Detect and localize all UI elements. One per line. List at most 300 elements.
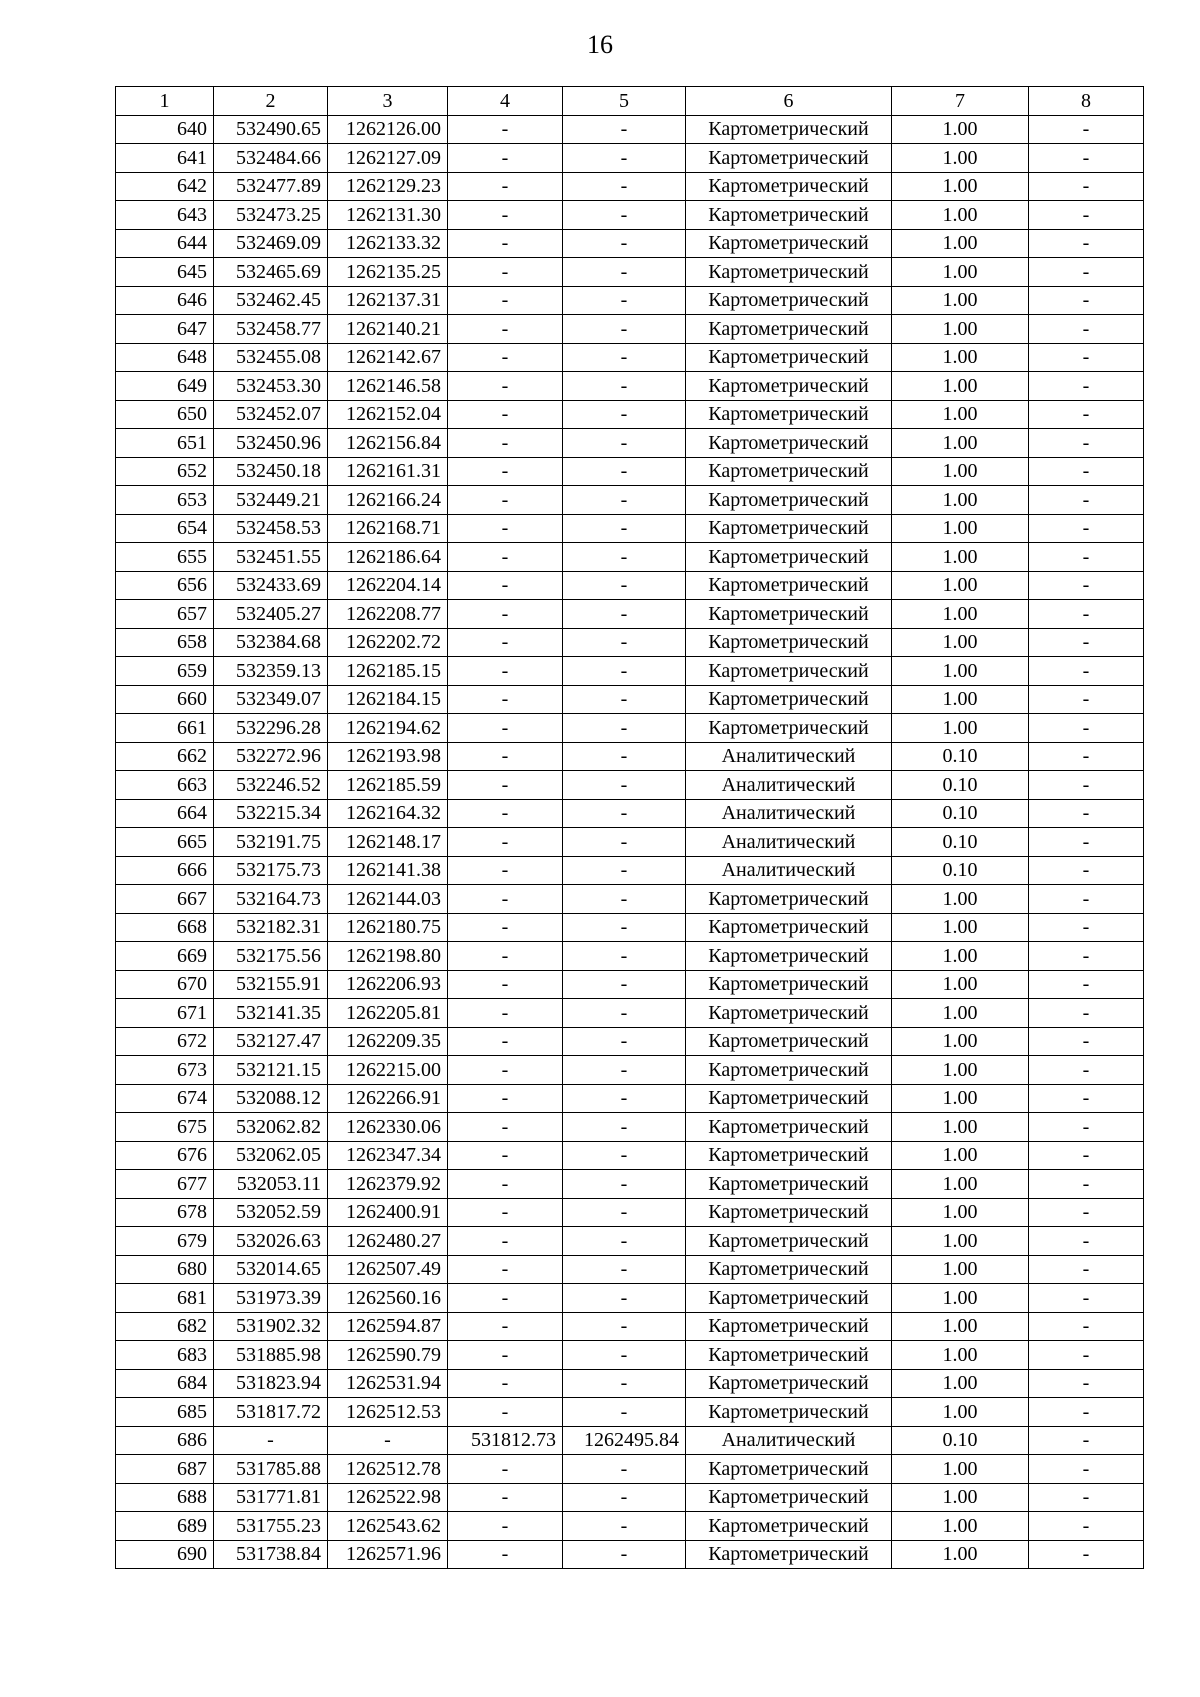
table-row <box>116 1227 1144 1256</box>
note-cell: - <box>1029 714 1144 743</box>
table-row <box>116 685 1144 714</box>
y-coordinate-cell: 1262480.27 <box>328 1227 448 1256</box>
method-cell: Картометрический <box>686 1113 892 1142</box>
note-cell: - <box>1029 1027 1144 1056</box>
x-coordinate-alt-cell: - <box>448 742 563 771</box>
y-coordinate-alt-cell: - <box>563 628 686 657</box>
point-number-cell: 673 <box>116 1056 214 1085</box>
y-coordinate-alt-cell: - <box>563 771 686 800</box>
method-cell: Картометрический <box>686 1170 892 1199</box>
table-row <box>116 628 1144 657</box>
x-coordinate-alt-cell: - <box>448 343 563 372</box>
x-coordinate-alt-cell: - <box>448 514 563 543</box>
table-row <box>116 1084 1144 1113</box>
x-coordinate-cell: 532155.91 <box>214 970 328 999</box>
y-coordinate-cell: 1262156.84 <box>328 429 448 458</box>
method-cell: Картометрический <box>686 486 892 515</box>
point-number-cell: 664 <box>116 799 214 828</box>
accuracy-cell: 1.00 <box>892 429 1029 458</box>
method-cell: Аналитический <box>686 828 892 857</box>
point-number-cell: 678 <box>116 1198 214 1227</box>
table-row <box>116 1512 1144 1541</box>
accuracy-cell: 1.00 <box>892 1113 1029 1142</box>
y-coordinate-cell: 1262209.35 <box>328 1027 448 1056</box>
point-number-cell: 645 <box>116 258 214 287</box>
table-row <box>116 771 1144 800</box>
point-number-cell: 674 <box>116 1084 214 1113</box>
note-cell: - <box>1029 457 1144 486</box>
y-coordinate-cell: 1262202.72 <box>328 628 448 657</box>
x-coordinate-alt-cell: - <box>448 628 563 657</box>
x-coordinate-alt-cell: - <box>448 400 563 429</box>
point-number-cell: 670 <box>116 970 214 999</box>
x-coordinate-cell: 532490.65 <box>214 115 328 144</box>
note-cell: - <box>1029 1540 1144 1569</box>
point-number-cell: 662 <box>116 742 214 771</box>
point-number-cell: 663 <box>116 771 214 800</box>
y-coordinate-alt-cell: - <box>563 1227 686 1256</box>
table-row <box>116 799 1144 828</box>
point-number-cell: 675 <box>116 1113 214 1142</box>
table-row <box>116 828 1144 857</box>
x-coordinate-cell: 532215.34 <box>214 799 328 828</box>
accuracy-cell: 1.00 <box>892 1512 1029 1541</box>
method-cell: Картометрический <box>686 1227 892 1256</box>
x-coordinate-alt-cell: - <box>448 685 563 714</box>
y-coordinate-cell: 1262164.32 <box>328 799 448 828</box>
table-row <box>116 1540 1144 1569</box>
table-row <box>116 942 1144 971</box>
table-row <box>116 1113 1144 1142</box>
accuracy-cell: 1.00 <box>892 1341 1029 1370</box>
x-coordinate-cell: 532477.89 <box>214 172 328 201</box>
note-cell: - <box>1029 1198 1144 1227</box>
note-cell: - <box>1029 1227 1144 1256</box>
table-row <box>116 258 1144 287</box>
method-cell: Картометрический <box>686 1483 892 1512</box>
x-coordinate-cell: 532359.13 <box>214 657 328 686</box>
x-coordinate-alt-cell: - <box>448 1540 563 1569</box>
table-row <box>116 999 1144 1028</box>
method-cell: Картометрический <box>686 400 892 429</box>
y-coordinate-cell: 1262127.09 <box>328 144 448 173</box>
y-coordinate-alt-cell: - <box>563 429 686 458</box>
x-coordinate-alt-cell: - <box>448 1341 563 1370</box>
note-cell: - <box>1029 828 1144 857</box>
accuracy-cell: 1.00 <box>892 258 1029 287</box>
accuracy-cell: 1.00 <box>892 942 1029 971</box>
x-coordinate-alt-cell: - <box>448 1113 563 1142</box>
accuracy-cell: 1.00 <box>892 486 1029 515</box>
y-coordinate-cell: 1262141.38 <box>328 856 448 885</box>
accuracy-cell: 1.00 <box>892 1312 1029 1341</box>
y-coordinate-alt-cell: - <box>563 1170 686 1199</box>
y-coordinate-alt-cell: - <box>563 457 686 486</box>
y-coordinate-cell: 1262379.92 <box>328 1170 448 1199</box>
note-cell: - <box>1029 771 1144 800</box>
x-coordinate-alt-cell: - <box>448 172 563 201</box>
column-header: 3 <box>328 87 448 116</box>
point-number-cell: 661 <box>116 714 214 743</box>
note-cell: - <box>1029 315 1144 344</box>
y-coordinate-cell: 1262193.98 <box>328 742 448 771</box>
note-cell: - <box>1029 1255 1144 1284</box>
header-row <box>116 87 1144 116</box>
note-cell: - <box>1029 742 1144 771</box>
note-cell: - <box>1029 1512 1144 1541</box>
point-number-cell: 687 <box>116 1455 214 1484</box>
y-coordinate-cell: 1262148.17 <box>328 828 448 857</box>
x-coordinate-cell: 531785.88 <box>214 1455 328 1484</box>
y-coordinate-cell: 1262186.64 <box>328 543 448 572</box>
x-coordinate-alt-cell: - <box>448 942 563 971</box>
y-coordinate-cell: 1262208.77 <box>328 600 448 629</box>
note-cell: - <box>1029 571 1144 600</box>
point-number-cell: 643 <box>116 201 214 230</box>
y-coordinate-alt-cell: - <box>563 1056 686 1085</box>
y-coordinate-cell: 1262137.31 <box>328 286 448 315</box>
accuracy-cell: 1.00 <box>892 144 1029 173</box>
column-header: 5 <box>563 87 686 116</box>
note-cell: - <box>1029 1141 1144 1170</box>
accuracy-cell: 1.00 <box>892 1170 1029 1199</box>
x-coordinate-alt-cell: - <box>448 714 563 743</box>
table-row <box>116 144 1144 173</box>
x-coordinate-alt-cell: - <box>448 1056 563 1085</box>
accuracy-cell: 0.10 <box>892 1426 1029 1455</box>
y-coordinate-cell: 1262206.93 <box>328 970 448 999</box>
column-header: 6 <box>686 87 892 116</box>
point-number-cell: 657 <box>116 600 214 629</box>
table-row <box>116 1455 1144 1484</box>
y-coordinate-alt-cell: - <box>563 1141 686 1170</box>
accuracy-cell: 1.00 <box>892 1483 1029 1512</box>
x-coordinate-cell: 532405.27 <box>214 600 328 629</box>
method-cell: Аналитический <box>686 742 892 771</box>
accuracy-cell: 1.00 <box>892 1227 1029 1256</box>
method-cell: Аналитический <box>686 771 892 800</box>
x-coordinate-alt-cell: - <box>448 571 563 600</box>
table-row <box>116 742 1144 771</box>
note-cell: - <box>1029 1084 1144 1113</box>
accuracy-cell: 0.10 <box>892 799 1029 828</box>
note-cell: - <box>1029 970 1144 999</box>
y-coordinate-cell: 1262126.00 <box>328 115 448 144</box>
note-cell: - <box>1029 201 1144 230</box>
y-coordinate-alt-cell: - <box>563 1341 686 1370</box>
y-coordinate-alt-cell: - <box>563 1284 686 1313</box>
y-coordinate-alt-cell: - <box>563 799 686 828</box>
x-coordinate-alt-cell: - <box>448 828 563 857</box>
method-cell: Картометрический <box>686 571 892 600</box>
note-cell: - <box>1029 628 1144 657</box>
point-number-cell: 669 <box>116 942 214 971</box>
accuracy-cell: 1.00 <box>892 628 1029 657</box>
note-cell: - <box>1029 1483 1144 1512</box>
y-coordinate-alt-cell: - <box>563 913 686 942</box>
y-coordinate-alt-cell: - <box>563 286 686 315</box>
point-number-cell: 680 <box>116 1255 214 1284</box>
column-header: 4 <box>448 87 563 116</box>
x-coordinate-alt-cell: - <box>448 1255 563 1284</box>
table-row <box>116 885 1144 914</box>
x-coordinate-cell: 532453.30 <box>214 372 328 401</box>
point-number-cell: 686 <box>116 1426 214 1455</box>
accuracy-cell: 1.00 <box>892 1284 1029 1313</box>
accuracy-cell: 1.00 <box>892 372 1029 401</box>
point-number-cell: 650 <box>116 400 214 429</box>
method-cell: Картометрический <box>686 1341 892 1370</box>
x-coordinate-cell: 532062.05 <box>214 1141 328 1170</box>
method-cell: Картометрический <box>686 1369 892 1398</box>
x-coordinate-cell: 532296.28 <box>214 714 328 743</box>
y-coordinate-alt-cell: - <box>563 685 686 714</box>
note-cell: - <box>1029 1398 1144 1427</box>
accuracy-cell: 0.10 <box>892 742 1029 771</box>
x-coordinate-alt-cell: - <box>448 799 563 828</box>
y-coordinate-cell: 1262131.30 <box>328 201 448 230</box>
x-coordinate-cell: 532246.52 <box>214 771 328 800</box>
table-row <box>116 1483 1144 1512</box>
x-coordinate-cell: 532014.65 <box>214 1255 328 1284</box>
accuracy-cell: 1.00 <box>892 115 1029 144</box>
accuracy-cell: 0.10 <box>892 771 1029 800</box>
x-coordinate-alt-cell: - <box>448 429 563 458</box>
x-coordinate-cell: 532455.08 <box>214 343 328 372</box>
x-coordinate-alt-cell: - <box>448 457 563 486</box>
x-coordinate-cell: 532452.07 <box>214 400 328 429</box>
y-coordinate-cell: 1262507.49 <box>328 1255 448 1284</box>
y-coordinate-alt-cell: - <box>563 172 686 201</box>
x-coordinate-alt-cell: - <box>448 600 563 629</box>
accuracy-cell: 1.00 <box>892 172 1029 201</box>
y-coordinate-alt-cell: - <box>563 1084 686 1113</box>
method-cell: Картометрический <box>686 229 892 258</box>
note-cell: - <box>1029 343 1144 372</box>
note-cell: - <box>1029 115 1144 144</box>
table-row <box>116 600 1144 629</box>
x-coordinate-cell: 532384.68 <box>214 628 328 657</box>
accuracy-cell: 0.10 <box>892 856 1029 885</box>
y-coordinate-cell: 1262194.62 <box>328 714 448 743</box>
x-coordinate-alt-cell: - <box>448 1198 563 1227</box>
note-cell: - <box>1029 1056 1144 1085</box>
note-cell: - <box>1029 543 1144 572</box>
y-coordinate-cell: 1262152.04 <box>328 400 448 429</box>
table-row <box>116 913 1144 942</box>
table-row <box>116 571 1144 600</box>
method-cell: Картометрический <box>686 885 892 914</box>
note-cell: - <box>1029 999 1144 1028</box>
x-coordinate-cell: 532349.07 <box>214 685 328 714</box>
x-coordinate-alt-cell: - <box>448 258 563 287</box>
note-cell: - <box>1029 372 1144 401</box>
x-coordinate-cell: 532141.35 <box>214 999 328 1028</box>
method-cell: Картометрический <box>686 970 892 999</box>
point-number-cell: 677 <box>116 1170 214 1199</box>
point-number-cell: 646 <box>116 286 214 315</box>
point-number-cell: 653 <box>116 486 214 515</box>
page-number: 16 <box>587 30 613 59</box>
table-row <box>116 486 1144 515</box>
x-coordinate-cell: 532272.96 <box>214 742 328 771</box>
x-coordinate-alt-cell: - <box>448 1455 563 1484</box>
x-coordinate-cell: 532062.82 <box>214 1113 328 1142</box>
y-coordinate-cell: 1262571.96 <box>328 1540 448 1569</box>
accuracy-cell: 1.00 <box>892 229 1029 258</box>
accuracy-cell: 1.00 <box>892 543 1029 572</box>
table-row <box>116 201 1144 230</box>
point-number-cell: 679 <box>116 1227 214 1256</box>
point-number-cell: 671 <box>116 999 214 1028</box>
table-body <box>116 115 1144 1569</box>
method-cell: Картометрический <box>686 543 892 572</box>
table-row <box>116 429 1144 458</box>
accuracy-cell: 1.00 <box>892 1369 1029 1398</box>
accuracy-cell: 1.00 <box>892 457 1029 486</box>
note-cell: - <box>1029 913 1144 942</box>
note-cell: - <box>1029 657 1144 686</box>
accuracy-cell: 1.00 <box>892 315 1029 344</box>
y-coordinate-alt-cell: - <box>563 1512 686 1541</box>
y-coordinate-alt-cell: - <box>563 970 686 999</box>
point-number-cell: 655 <box>116 543 214 572</box>
method-cell: Картометрический <box>686 657 892 686</box>
x-coordinate-alt-cell: - <box>448 144 563 173</box>
table-row <box>116 1341 1144 1370</box>
x-coordinate-cell: 532433.69 <box>214 571 328 600</box>
method-cell: Картометрический <box>686 1284 892 1313</box>
y-coordinate-alt-cell: - <box>563 1455 686 1484</box>
method-cell: Картометрический <box>686 429 892 458</box>
y-coordinate-alt-cell: - <box>563 258 686 287</box>
note-cell: - <box>1029 514 1144 543</box>
note-cell: - <box>1029 1170 1144 1199</box>
y-coordinate-cell: 1262204.14 <box>328 571 448 600</box>
y-coordinate-cell: 1262590.79 <box>328 1341 448 1370</box>
table-row <box>116 657 1144 686</box>
method-cell: Картометрический <box>686 600 892 629</box>
accuracy-cell: 1.00 <box>892 1027 1029 1056</box>
method-cell: Аналитический <box>686 799 892 828</box>
x-coordinate-alt-cell: - <box>448 970 563 999</box>
x-coordinate-cell: 531817.72 <box>214 1398 328 1427</box>
note-cell: - <box>1029 286 1144 315</box>
y-coordinate-alt-cell: - <box>563 1312 686 1341</box>
method-cell: Картометрический <box>686 999 892 1028</box>
note-cell: - <box>1029 229 1144 258</box>
x-coordinate-alt-cell: - <box>448 1027 563 1056</box>
table-row <box>116 856 1144 885</box>
y-coordinate-alt-cell: - <box>563 828 686 857</box>
table-row <box>116 1056 1144 1085</box>
x-coordinate-alt-cell: 531812.73 <box>448 1426 563 1455</box>
point-number-cell: 648 <box>116 343 214 372</box>
accuracy-cell: 1.00 <box>892 1198 1029 1227</box>
note-cell: - <box>1029 1369 1144 1398</box>
table-row <box>116 1284 1144 1313</box>
point-number-cell: 649 <box>116 372 214 401</box>
y-coordinate-alt-cell: - <box>563 885 686 914</box>
x-coordinate-cell: 532462.45 <box>214 286 328 315</box>
y-coordinate-alt-cell: - <box>563 942 686 971</box>
x-coordinate-alt-cell: - <box>448 315 563 344</box>
x-coordinate-alt-cell: - <box>448 1227 563 1256</box>
accuracy-cell: 1.00 <box>892 400 1029 429</box>
method-cell: Картометрический <box>686 172 892 201</box>
note-cell: - <box>1029 400 1144 429</box>
y-coordinate-cell: 1262205.81 <box>328 999 448 1028</box>
accuracy-cell: 1.00 <box>892 685 1029 714</box>
table-row <box>116 1170 1144 1199</box>
y-coordinate-alt-cell: - <box>563 1113 686 1142</box>
x-coordinate-cell: 532175.56 <box>214 942 328 971</box>
accuracy-cell: 1.00 <box>892 1398 1029 1427</box>
point-number-cell: 659 <box>116 657 214 686</box>
method-cell: Картометрический <box>686 315 892 344</box>
y-coordinate-alt-cell: - <box>563 400 686 429</box>
x-coordinate-alt-cell: - <box>448 543 563 572</box>
x-coordinate-alt-cell: - <box>448 1084 563 1113</box>
y-coordinate-alt-cell: - <box>563 229 686 258</box>
accuracy-cell: 1.00 <box>892 514 1029 543</box>
x-coordinate-alt-cell: - <box>448 201 563 230</box>
y-coordinate-alt-cell: - <box>563 1369 686 1398</box>
method-cell: Картометрический <box>686 1027 892 1056</box>
y-coordinate-alt-cell: - <box>563 999 686 1028</box>
x-coordinate-alt-cell: - <box>448 486 563 515</box>
x-coordinate-cell: 532164.73 <box>214 885 328 914</box>
table-row <box>116 457 1144 486</box>
point-number-cell: 666 <box>116 856 214 885</box>
accuracy-cell: 1.00 <box>892 885 1029 914</box>
table-row <box>116 286 1144 315</box>
note-cell: - <box>1029 600 1144 629</box>
column-header: 8 <box>1029 87 1144 116</box>
note-cell: - <box>1029 1312 1144 1341</box>
y-coordinate-cell: 1262560.16 <box>328 1284 448 1313</box>
x-coordinate-cell: 531885.98 <box>214 1341 328 1370</box>
y-coordinate-alt-cell: - <box>563 486 686 515</box>
y-coordinate-cell: 1262140.21 <box>328 315 448 344</box>
accuracy-cell: 1.00 <box>892 571 1029 600</box>
y-coordinate-cell: 1262180.75 <box>328 913 448 942</box>
method-cell: Аналитический <box>686 856 892 885</box>
table-row <box>116 343 1144 372</box>
y-coordinate-cell: 1262543.62 <box>328 1512 448 1541</box>
method-cell: Картометрический <box>686 1512 892 1541</box>
x-coordinate-cell: 531771.81 <box>214 1483 328 1512</box>
accuracy-cell: 1.00 <box>892 714 1029 743</box>
table-row <box>116 115 1144 144</box>
y-coordinate-cell: 1262166.24 <box>328 486 448 515</box>
method-cell: Картометрический <box>686 714 892 743</box>
x-coordinate-cell: 532053.11 <box>214 1170 328 1199</box>
table-row <box>116 1027 1144 1056</box>
table-header <box>116 87 1144 116</box>
point-number-cell: 685 <box>116 1398 214 1427</box>
note-cell: - <box>1029 429 1144 458</box>
x-coordinate-cell: 531902.32 <box>214 1312 328 1341</box>
x-coordinate-alt-cell: - <box>448 1312 563 1341</box>
y-coordinate-cell: 1262135.25 <box>328 258 448 287</box>
point-number-cell: 656 <box>116 571 214 600</box>
y-coordinate-cell: 1262266.91 <box>328 1084 448 1113</box>
x-coordinate-alt-cell: - <box>448 1398 563 1427</box>
point-number-cell: 644 <box>116 229 214 258</box>
method-cell: Картометрический <box>686 286 892 315</box>
point-number-cell: 684 <box>116 1369 214 1398</box>
